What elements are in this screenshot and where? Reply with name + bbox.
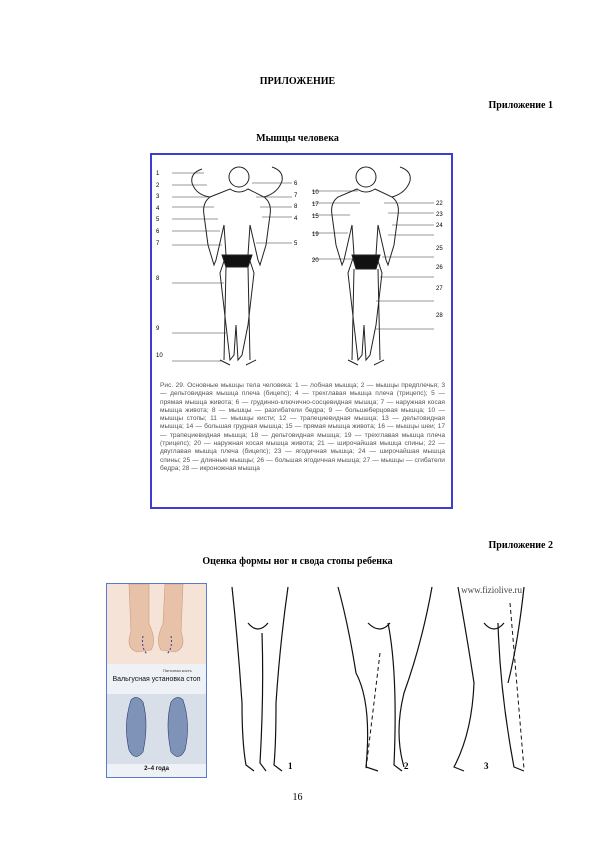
back-body-outline	[332, 189, 399, 360]
label-number: 6	[156, 228, 160, 235]
legs-shape-figure	[218, 583, 530, 779]
figure-1-title: Мышцы человека	[256, 133, 339, 144]
label-number: 24	[436, 223, 443, 229]
legs-drawing	[218, 583, 530, 779]
age-label: 2–4 года	[144, 766, 169, 772]
label-number: 10	[312, 190, 319, 196]
leg-1-outline-left	[232, 587, 254, 771]
label-number: 28	[436, 313, 443, 319]
watermark-text: www.fiziolive.ru	[461, 585, 522, 595]
heel-bone-label: Пяточная кость	[163, 668, 192, 673]
page-title: ПРИЛОЖЕНИЕ	[259, 76, 336, 87]
label-number: 20	[312, 258, 319, 264]
label-number: 26	[436, 265, 443, 271]
figure-1-caption: Рис. 29. Основные мышцы тела человека: 1 — лобная мышца; 2 — мышцы предплечья; 3 — дельтовидная мышца плеча (бицепс); 4 — трехглавая мышца плеча (трицепс); 5 — прямая мышца живота; 6 — грудинно-ключично-сосцевидная мышца; 7 — наружная косая мышца живота; 8 — мышцы — разгибатели бедра; 9 — большеберцовая мышца; 10 — мышцы стопы; 11 — мышцы кисти; 12 — трапециевидная мышца; 13 — дельтовидная мышца; 14 — большая грудная мышца; 15 — прямая мышца живота; 16 — мышцы шеи; 17 — трапециевидная мышца; 18 — дельтовидная мышца; 19 — трехглавая мышца плеча (трицепс); 20 — наружная косая мышца живота; 21 — широчайшая мышца спины; 22 — двуглавая мышца плеча (бицепс); 23 — ягодичная мышца; 24 — широчайшая мышца спины; 25 — длинные мышцы; 26 — большая ягодичная мышца; 27 — мышцы — сгибатели бедра; 28 — икроножная мышца	[160, 382, 445, 472]
back-left-number-column	[312, 187, 326, 267]
label-number: 8	[156, 276, 160, 283]
label-number: 7	[156, 240, 160, 247]
front-left-number-column	[156, 169, 170, 363]
label-number: 3	[156, 194, 160, 201]
valgus-title: Вальгусная установка стоп	[112, 676, 201, 683]
label-number: 15	[312, 214, 319, 220]
back-trunks	[352, 255, 380, 269]
label-number: 7	[294, 192, 298, 199]
front-body-outline	[204, 189, 271, 360]
back-body-head	[356, 167, 376, 187]
label-number: 4	[294, 215, 298, 222]
label-number: 2	[156, 182, 160, 189]
front-trunks	[222, 255, 252, 267]
front-raised-arm-right	[264, 167, 282, 197]
label-number: 5	[156, 217, 160, 224]
leg-3-outline-left	[454, 587, 474, 771]
label-number: 23	[436, 212, 443, 218]
leg-2-outline-left	[338, 587, 378, 771]
label-number: 4	[156, 205, 160, 212]
label-number: 9	[156, 325, 160, 332]
front-right-number-column	[294, 179, 306, 251]
appendix-2-label: Приложение 2	[488, 540, 553, 551]
label-number: 25	[436, 246, 443, 252]
page-number: 16	[292, 792, 303, 803]
appendix-1-label: Приложение 1	[488, 100, 553, 111]
label-number: 6	[294, 181, 298, 187]
label-number: 22	[436, 201, 443, 207]
label-number: 10	[156, 353, 163, 360]
valgus-photo-panel	[106, 583, 207, 778]
front-body-head	[229, 167, 249, 187]
label-number: 17	[312, 202, 319, 208]
figure-number-1: 1	[288, 761, 293, 771]
label-number: 27	[436, 286, 443, 292]
figure-2-title: Оценка формы ног и свода стопы ребенка	[202, 556, 393, 567]
label-number: 8	[294, 204, 298, 211]
figure-number-3: 3	[484, 761, 489, 771]
back-raised-arm	[392, 167, 410, 197]
label-number: 1	[156, 171, 160, 177]
figure-number-2: 2	[404, 761, 409, 771]
back-right-number-column	[436, 199, 450, 322]
label-number: 5	[294, 241, 298, 248]
label-number: 19	[312, 232, 319, 238]
